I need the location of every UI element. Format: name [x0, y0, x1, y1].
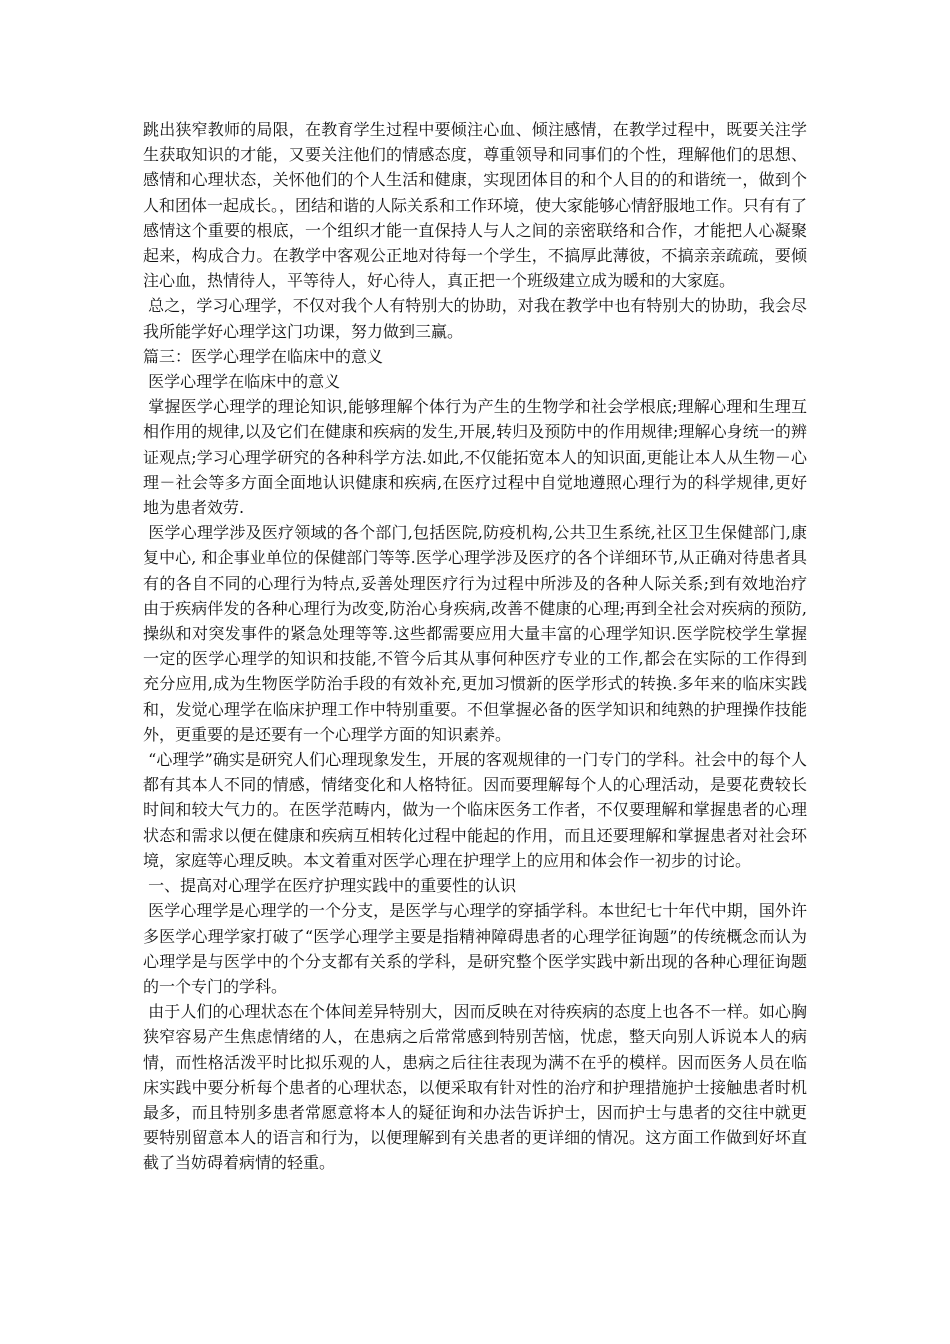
- section-heading-part-three: 篇三：医学心理学在临床中的意义: [143, 346, 384, 366]
- section-heading-one: 一、提高对心理学在医疗护理实践中的重要性的认识: [143, 876, 517, 896]
- paragraph-teacher-attitude: 跳出狭窄教师的局限，在教育学生过程中要倾注心血、倾注感情，在教学过程中，既要关注学生获取知识的才能，又要关注他们的情感态度，尊重领导和同事们的个性，理解他们的思想、感情和心理状态，关怀他们的个人生活和健康，实现团体目的和个人目的的和谐统一，做到个人和团体一起成长。，团结和谐的人际关系和工作环境，使大家能够心情舒服地工作。只有有了感情这个重要的根底，一个组织才能一直保持人与人之间的亲密联络和合作，才能把人心凝聚起来，构成合力。在教学中客观公正地对待每一个学生，不搞厚此薄彼，不搞亲亲疏疏，要倾注心血，热情待人，平等待人，好心待人，真正把一个班级建立成为暖和的大家庭。: [143, 120, 808, 291]
- paragraph-medical-fields: 医学心理学涉及医疗领域的各个部门,包括医院,防疫机构,公共卫生系统,社区卫生保健部门,康复中心, 和企事业单位的保健部门等等.医学心理学涉及医疗的各个详细环节,从正确对待患者具有的各自不同的心理行为特点,妥善处理医疗行为过程中所涉及的各种人际关系;到有效地治疗由于疾病伴发的各种心理行为改变,防治心身疾病,改善不健康的心理;再到全社会对疾病的预防,操纵和对突发事件的紧急处理等等.这些都需要应用大量丰富的心理学知识.医学院校学生掌握一定的医学心理学的知识和技能,不管今后其从事何种医疗专业的工作,都会在实际的工作得到充分应用,成为生物医学防治手段的有效补充,更加习惯新的医学形式的转换.多年来的临床实践和，发觉心理学在临床护理工作中特别重要。不但掌握必备的医学知识和纯熟的护理操作技能外，更重要的是还要有一个心理学方面的知识素养。: [143, 523, 807, 744]
- paragraph-individual-differences: 由于人们的心理状态在个体间差异特别大，因而反映在对待疾病的态度上也各不一样。如心胸狭窄容易产生焦虑情绪的人，在患病之后常常感到特别苦恼，忧虑，整天向别人诉说本人的病情，而性格活泼平时比拟乐观的人，患病之后往往表现为满不在乎的模样。因而医务人员在临床实践中要分析每个患者的心理状态，以便采取有针对性的治疗和护理措施护士接触患者时机最多，而且特别多患者常愿意将本人的疑征询和办法告诉护士，因而护士与患者的交往中就更要特别留意本人的语言和行为，以便理解到有关患者的更详细的情况。这方面工作做到好坏直截了当妨碍着病情的轻重。: [143, 1002, 807, 1173]
- paragraph-medical-psychology-branch: 医学心理学是心理学的一个分支，是医学与心理学的穿插学科。本世纪七十年代中期，国外许多医学心理学家打破了“医学心理学主要是指精神障碍患者的心理学征询题”的传统概念而认为心理学是与医学中的个分支都有关系的学科，是研究整个医学实践中新出现的各种心理征询题的一个专门的学科。: [143, 901, 807, 996]
- paragraph-theory-knowledge: 掌握医学心理学的理论知识,能够理解个体行为产生的生物学和社会学根底;理解心理和生理互相作用的规律,以及它们在健康和疾病的发生,开展,转归及预防中的作用规律;理解心身统一的辨证观点;学习心理学研究的各种科学方法.如此,不仅能拓宽本人的知识面,更能让本人从生物－心理－社会等多方面全面地认识健康和疾病,在医疗过程中自觉地遵照心理行为的科学规律,更好地为患者效劳.: [143, 397, 807, 518]
- paragraph-psychology-definition: “心理学”确实是研究人们心理现象发生，开展的客观规律的一门专门的学科。社会中的每个人都有其本人不同的情感，情绪变化和人格特征。因而要理解每个人的心理活动，是要花费较长时间和较大气力的。在医学范畴内，做为一个临床医务工作者，不仅要理解和掌握患者的心理状态和需求以便在健康和疾病互相转化过程中能起的作用，而且还要理解和掌握患者对社会环境，家庭等心理反映。本文着重对医学心理在护理学上的应用和体会作一初步的讨论。: [143, 750, 807, 870]
- paragraph-conclusion: 总之，学习心理学，不仅对我个人有特别大的协助，对我在教学中也有特别大的协助，我会尽我所能学好心理学这门功课，努力做到三赢。: [143, 296, 807, 341]
- document-body: [143, 117, 807, 1176]
- article-title: 医学心理学在临床中的意义: [143, 372, 341, 392]
